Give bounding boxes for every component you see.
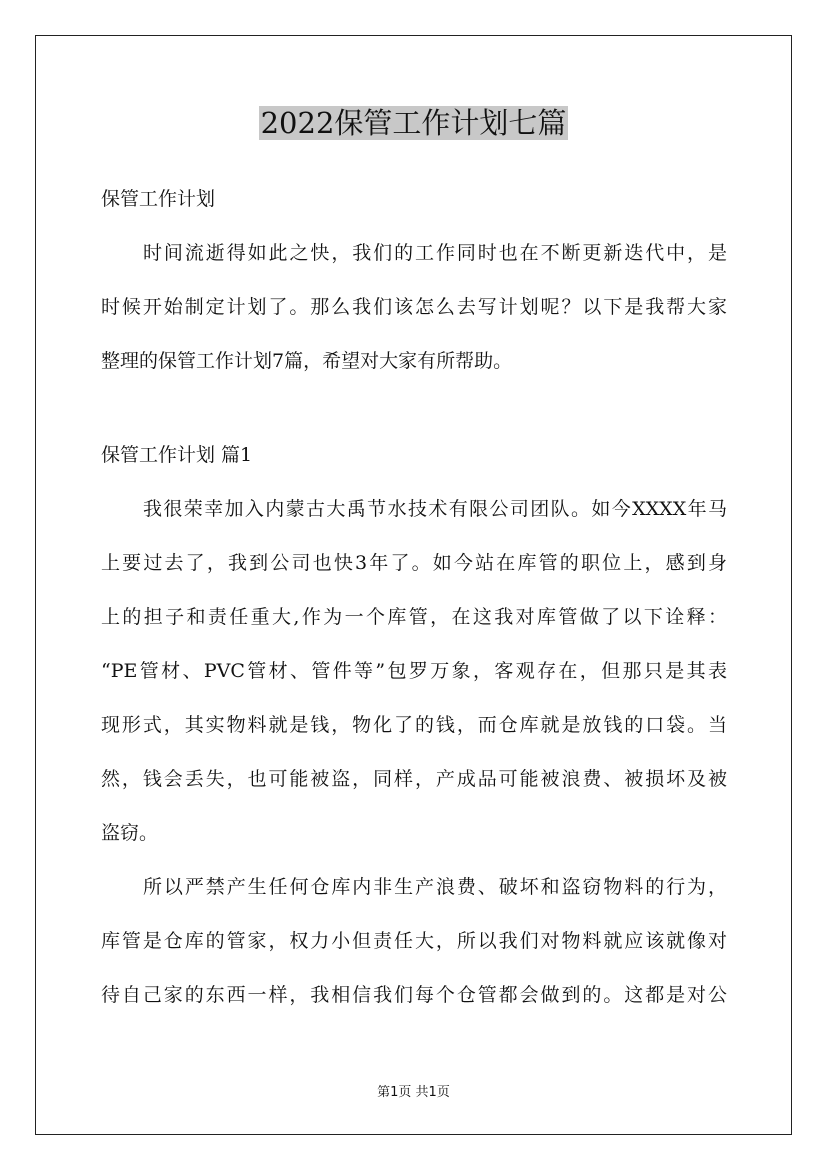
para1-line: 上要过去了，我到公司也快3年了。如今站在库管的职位上，感到身 <box>101 552 727 574</box>
paragraph-spacer <box>101 388 727 428</box>
document-body <box>101 172 727 1022</box>
para1-line: 然，钱会丢失，也可能被盗，同样，产成品可能被浪费、被损坏及被 <box>101 768 727 790</box>
para2-line: 待自己家的东西一样，我相信我们每个仓管都会做到的。这都是对公 <box>101 984 727 1006</box>
intro-line: 整理的保管工作计划7篇，希望对大家有所帮助。 <box>101 350 513 372</box>
paragraph-1 <box>101 482 727 860</box>
page-footer <box>0 1083 827 1103</box>
subtitle: 保管工作计划 <box>101 188 216 210</box>
para1-line: 盗窃。 <box>101 822 159 844</box>
intro-line: 时候开始制定计划了。那么我们该怎么去写计划呢？以下是我帮大家 <box>101 296 727 318</box>
para1-line: 我很荣幸加入内蒙古大禹节水技术有限公司团队。如今XXXX年马 <box>143 498 727 520</box>
section-heading: 保管工作计划 篇1 <box>101 444 253 466</box>
intro-line: 时间流逝得如此之快，我们的工作同时也在不断更新迭代中，是 <box>143 242 727 264</box>
document-title-text: 2022保管工作计划七篇 <box>260 106 567 140</box>
para1-line: “PE管材、PVC管材、管件等”包罗万象，客观存在，但那只是其表 <box>101 660 727 682</box>
page-number: 第1页 共1页 <box>377 1085 450 1100</box>
intro-paragraph <box>101 226 727 388</box>
para2-line: 库管是仓库的管家，权力小但责任大，所以我们对物料就应该就像对 <box>101 930 727 952</box>
para2-line: 所以严禁产生任何仓库内非生产浪费、破坏和盗窃物料的行为， <box>143 876 727 898</box>
document-title <box>0 103 827 143</box>
para1-line: 上的担子和责任重大,作为一个库管，在这我对库管做了以下诠释： <box>101 606 727 628</box>
paragraph-2 <box>101 860 727 1022</box>
para1-line: 现形式，其实物料就是钱，物化了的钱，而仓库就是放钱的口袋。当 <box>101 714 727 736</box>
